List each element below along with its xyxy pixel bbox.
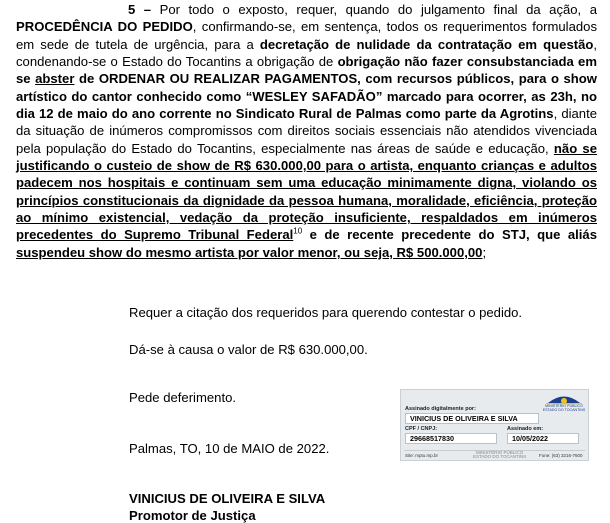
text-segment: Por todo o exposto, requer, quando do julgamento final da ação, a (151, 2, 597, 17)
text-segment: , diante da situação de inúmeros compromissos com direitos sociais essenciais não atendidos vivenciada pela população do Estado do Tocantins, especialmente nas áreas de saúde e educação, (16, 106, 598, 156)
stamp-phone: Fone: (63) 3216-7600 (539, 453, 583, 458)
text-segment: , condenando-se o Estado do Tocantins a obrigação de (16, 36, 598, 70)
bold-segment: de ORDENAR OU REALIZAR PAGAMENTOS, com recursos públicos, para o show artístico do cantor conhecido como “WESLEY SAFADÃO” marcado para ocorrer, as 23h, no dia 12 de maio do ano corrente no Sindicato Rural de Palmas como parte da Agrotins (16, 71, 597, 122)
closing-request: Pede deferimento. (129, 390, 237, 405)
signed-on-field: 10/05/2022 (507, 433, 579, 444)
item-number: 5 – (128, 2, 152, 17)
bold-segment: decretação de nulidade da contratação em questão (259, 36, 594, 52)
bold-segment: PROCEDÊNCIA DO PEDIDO (16, 19, 193, 35)
signer-name: VINICIUS DE OLIVEIRA E SILVA (129, 491, 326, 506)
underlined-bold-segment: não se justificando o custeio de show de R$ 630.000,00 para o artista, enquanto crianças e adultos padecem nos hospitais e continuam sem uma educação minimamente digna, violando os princípios constitucionais da dignidade da pessoa humana, moralidade, eficiência, proteção ao mínimo existencial, vedação da proteção insuficiente, respaldados em inúmeros precedentes do Supremo Tribunal Federal (16, 140, 597, 243)
underlined-bold-segment: suspendeu show do mesmo artista por valor menor, ou seja, R$ 500.000,00 (16, 244, 483, 260)
signer-role: Promotor de Justiça (129, 508, 256, 523)
underlined-bold-segment: abster (35, 71, 75, 87)
signed-on-label: Assinado em: (507, 426, 544, 432)
logo-caption: MINISTÉRIO PÚBLICO ESTADO DO TOCANTINS (542, 404, 586, 412)
cpf-label: CPF / CNPJ: (405, 426, 438, 432)
digital-signature-stamp (400, 389, 589, 461)
main-request-paragraph (16, 1, 597, 261)
stamp-organization: MINISTÉRIO PÚBLICO ESTADO DO TOCANTINS (473, 450, 527, 459)
text-segment: ; (482, 244, 487, 260)
signed-by-field: VINICIUS DE OLIVEIRA E SILVA (405, 413, 539, 424)
text-segment: , confirmando-se, em sentença, todos os requerimentos formulados em sede de tutela de urgência, para a (16, 19, 597, 52)
place-date: Palmas, TO, 10 de MAIO de 2022. (129, 441, 330, 456)
signed-by-label: Assinado digitalmente por: (405, 406, 476, 412)
stamp-site: Site: mpto.mp.br (405, 453, 439, 458)
bold-segment: obrigação não fazer consubstanciada em se (16, 54, 597, 87)
citation-request: Requer a citação dos requeridos para querendo contestar o pedido. (129, 305, 523, 320)
case-value: Dá-se à causa o valor de R$ 630.000,00. (129, 342, 368, 357)
footnote-marker[interactable]: 10 (293, 227, 303, 237)
cpf-field: 29668517830 (405, 433, 497, 444)
bold-segment: e de recente precedente do STJ, que aliás (302, 227, 597, 243)
